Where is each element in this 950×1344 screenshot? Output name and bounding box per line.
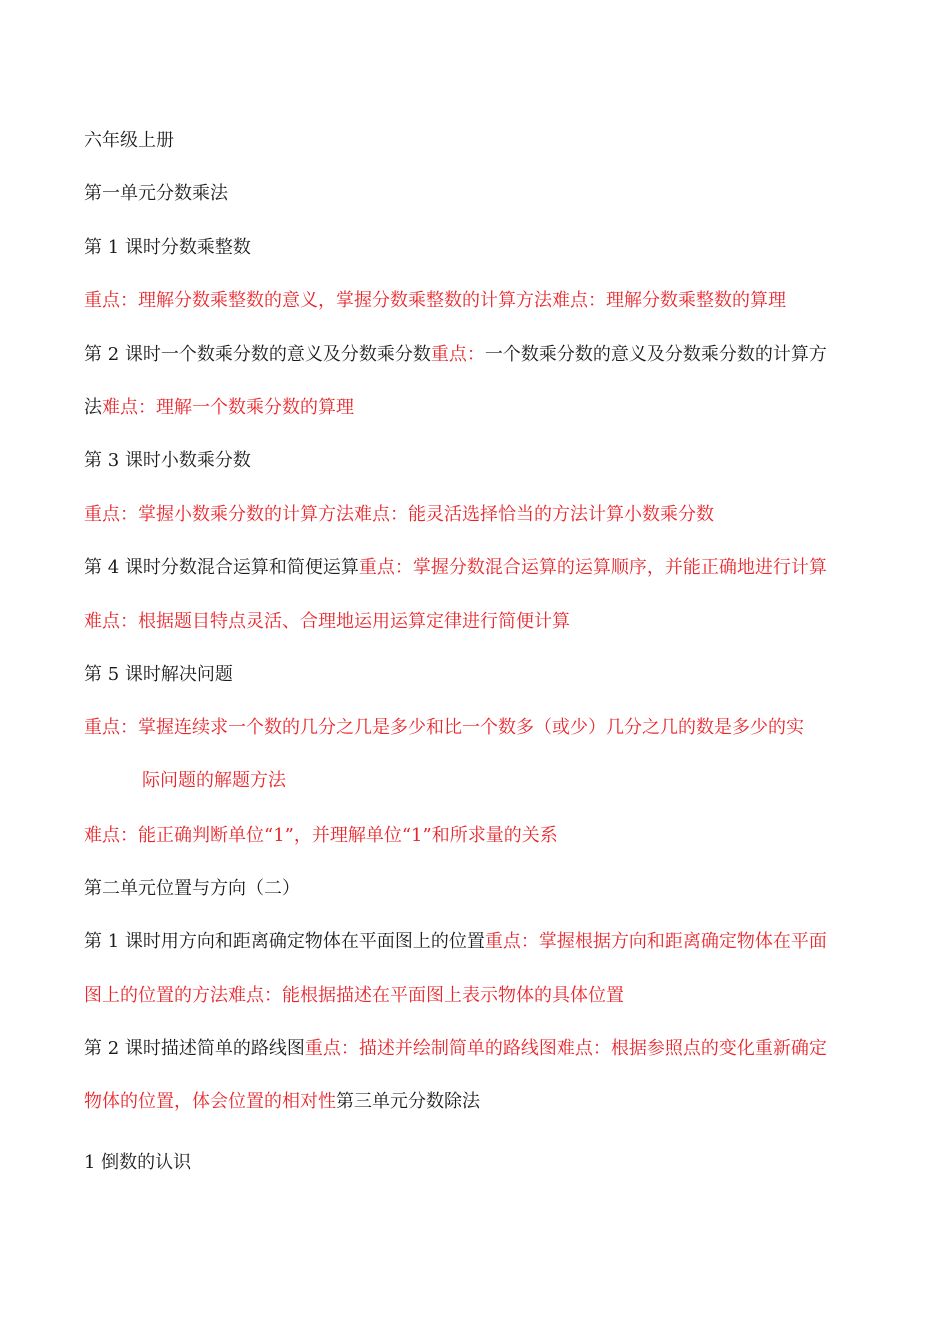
lesson-4-difficulty: 难点：根据题目特点灵活、合理地运用运算定律进行简便计算 — [84, 611, 570, 632]
grade-heading: 六年级上册 — [84, 130, 174, 151]
unit-2-lesson-2-title: 第 2 课时描述简单的路线图重点：描述并绘制简单的路线图难点：根据参照点的变化重新确定 — [84, 1038, 827, 1059]
unit-3-item-1: 1 倒数的认识 — [84, 1152, 192, 1173]
lesson-5-key-points-cont: 际问题的解题方法 — [142, 770, 286, 791]
unit-2-lesson-1-points: 图上的位置的方法难点：能根据描述在平面图上表示物体的具体位置 — [84, 985, 624, 1006]
lesson-5-difficulty: 难点：能正确判断单位“1”，并理解单位“1”和所求量的关系 — [84, 825, 558, 846]
unit-3-title: 第三单元分数除法 — [336, 1091, 480, 1112]
lesson-1-key-points: 重点：理解分数乘整数的意义，掌握分数乘整数的计算方法难点：理解分数乘整数的算理 — [84, 290, 786, 311]
unit-2-lesson-1-title: 第 1 课时用方向和距离确定物体在平面图上的位置重点：掌握根据方向和距离确定物体在平面 — [84, 931, 827, 952]
lesson-4-title: 第 4 课时分数混合运算和简便运算重点：掌握分数混合运算的运算顺序，并能正确地进行计算 — [84, 557, 827, 578]
lesson-2-difficulty: 法难点：理解一个数乘分数的算理 — [84, 397, 354, 418]
lesson-5-title: 第 5 课时解决问题 — [84, 664, 233, 685]
unit-2-title: 第二单元位置与方向（二） — [84, 878, 300, 899]
lesson-3-title: 第 3 课时小数乘分数 — [84, 450, 251, 471]
lesson-1-title: 第 1 课时分数乘整数 — [84, 237, 251, 258]
unit-2-lesson-2-cont: 物体的位置，体会位置的相对性第三单元分数除法 — [84, 1091, 480, 1112]
lesson-3-key-points: 重点：掌握小数乘分数的计算方法难点：能灵活选择恰当的方法计算小数乘分数 — [84, 504, 714, 525]
unit-1-title: 第一单元分数乘法 — [84, 183, 228, 204]
lesson-5-key-points: 重点：掌握连续求一个数的几分之几是多少和比一个数多（或少）几分之几的数是多少的实 — [84, 717, 804, 738]
lesson-2-title: 第 2 课时一个数乘分数的意义及分数乘分数重点：一个数乘分数的意义及分数乘分数的计算方 — [84, 344, 827, 365]
